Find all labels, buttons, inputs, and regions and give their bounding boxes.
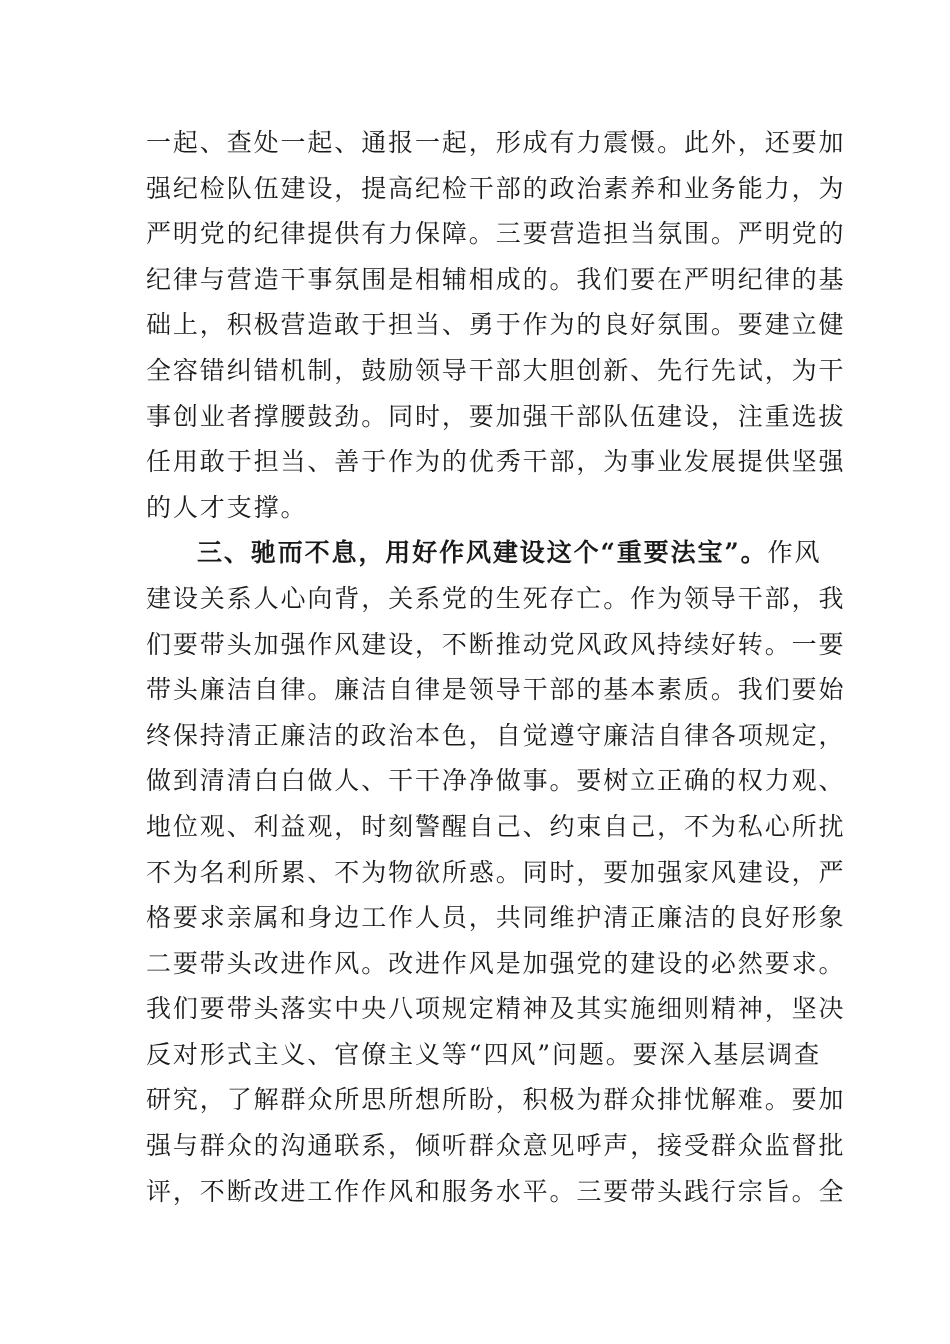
body-line: 全容错纠错机制，鼓励领导干部大胆创新、先行先试，为干 bbox=[146, 355, 846, 385]
section-line: 研究，了解群众所思所想所盼，积极为群众排忧解难。要加 bbox=[146, 1085, 846, 1115]
section-heading-line bbox=[146, 530, 822, 576]
body-line: 一起、查处一起、通报一起，形成有力震慑。此外，还要加 bbox=[146, 128, 846, 157]
body-line: 任用敢于担当、善于作为的优秀干部，为事业发展提供坚强 bbox=[146, 447, 846, 477]
section-line: 不为名利所累、不为物欲所惑。同时，要加强家风建设，严 bbox=[146, 857, 846, 887]
body-line: 事创业者撑腰鼓劲。同时，要加强干部队伍建设，注重选拔 bbox=[146, 401, 846, 431]
body-line: 的人才支撑。 bbox=[146, 492, 308, 522]
body-line: 强纪检队伍建设，提高纪检干部的政治素养和业务能力，为 bbox=[146, 173, 846, 203]
section-line: 终保持清正廉洁的政治本色，自觉遵守廉洁自律各项规定， bbox=[146, 720, 846, 750]
section-heading: 三、驰而不息，用好作风建设这个“重要法宝”。 bbox=[197, 538, 768, 568]
section-line: 地位观、利益观，时刻警醒自己、约束自己，不为私心所扰 bbox=[146, 811, 846, 841]
body-line: 纪律与营造干事氛围是相辅相成的。我们要在严明纪律的基 bbox=[146, 264, 846, 294]
section-line: 二要带头改进作风。改进作风是加强党的建设的必然要求。 bbox=[146, 948, 846, 978]
section-heading-tail: 作风 bbox=[767, 538, 822, 568]
section-line: 反对形式主义、官僚主义等“四风”问题。要深入基层调查 bbox=[146, 1039, 821, 1069]
document-body bbox=[146, 120, 846, 1214]
section-line: 格要求亲属和身边工作人员，共同维护清正廉洁的良好形象 bbox=[146, 903, 846, 933]
section-line: 强与群众的沟通联系，倾听群众意见呼声，接受群众监督批 bbox=[146, 1131, 846, 1161]
section-line: 建设关系人心向背，关系党的生死存亡。作为领导干部，我 bbox=[146, 583, 846, 613]
section-line: 我们要带头落实中央八项规定精神及其实施细则精神，坚决 bbox=[146, 994, 846, 1024]
section-line: 做到清清白白做人、干干净净做事。要树立正确的权力观、 bbox=[146, 766, 846, 796]
section-line: 带头廉洁自律。廉洁自律是领导干部的基本素质。我们要始 bbox=[146, 675, 846, 705]
body-line: 础上，积极营造敢于担当、勇于作为的良好氛围。要建立健 bbox=[146, 310, 846, 340]
body-line: 严明党的纪律提供有力保障。三要营造担当氛围。严明党的 bbox=[146, 219, 846, 249]
section-line: 们要带头加强作风建设，不断推动党风政风持续好转。一要 bbox=[146, 629, 846, 659]
section-line: 评，不断改进工作作风和服务水平。三要带头践行宗旨。全 bbox=[146, 1176, 846, 1206]
